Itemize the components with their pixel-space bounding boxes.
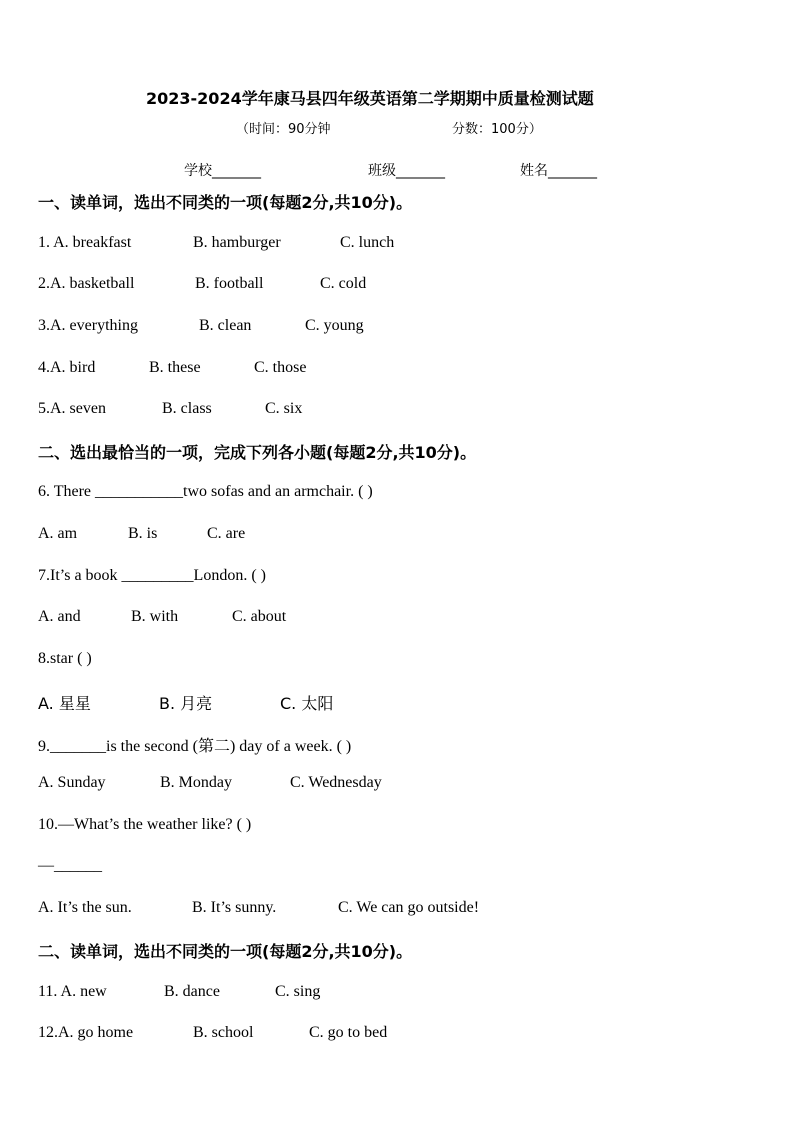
option-b: B. is: [128, 525, 158, 542]
option-a: A. Sunday: [38, 774, 106, 791]
option-a: 1. A. breakfast: [38, 234, 132, 251]
option-c: C. six: [265, 400, 303, 417]
question-stem: 6. There ___________two sofas and an armchair. ( ): [38, 483, 373, 500]
question-stem: 7.It’s a book _________London. ( ): [38, 567, 266, 584]
time-limit: （时间：90分钟: [236, 122, 331, 137]
option-a: A. and: [38, 608, 81, 625]
option-b: B. class: [162, 400, 212, 417]
option-a: 3.A. everything: [38, 317, 138, 334]
option-b: B. dance: [164, 983, 220, 1000]
option-c: C. those: [254, 359, 307, 376]
page-title: 2023-2024学年康马县四年级英语第二学期期中质量检测试题: [146, 89, 594, 108]
class-field: 班级_______: [368, 163, 445, 179]
option-c: C. We can go outside!: [338, 899, 480, 916]
option-a: 4.A. bird: [38, 359, 96, 376]
option-a: 2.A. basketball: [38, 275, 135, 292]
option-c: C. Wednesday: [290, 774, 382, 791]
option-c: C. about: [232, 608, 287, 625]
name-field: 姓名_______: [520, 163, 597, 179]
option-a: A. It’s the sun.: [38, 899, 132, 916]
option-b: B. Monday: [160, 774, 232, 791]
section-2-heading: 二、选出最恰当的一项，完成下列各小题(每题2分,共10分)。: [38, 443, 477, 462]
option-c: C. 太阳: [280, 694, 334, 713]
option-a: 5.A. seven: [38, 400, 106, 417]
option-b: B. 月亮: [159, 694, 213, 713]
option-b: B. It’s sunny.: [192, 899, 277, 916]
question-stem: 8.star ( ): [38, 650, 92, 667]
option-a: A. am: [38, 525, 78, 542]
option-a: 11. A. new: [38, 983, 107, 1000]
option-c: C. are: [207, 525, 246, 542]
question-stem: 9._______is the second (第二) day of a week. ( ): [38, 738, 352, 755]
option-a: 12.A. go home: [38, 1024, 134, 1041]
option-b: B. football: [195, 275, 264, 292]
option-c: C. lunch: [340, 234, 395, 251]
option-b: B. with: [131, 608, 179, 625]
option-c: C. go to bed: [309, 1024, 388, 1041]
option-c: C. cold: [320, 275, 367, 292]
option-b: B. hamburger: [193, 234, 281, 251]
option-b: B. school: [193, 1024, 254, 1041]
option-b: B. clean: [199, 317, 252, 334]
section-3-heading: 二、读单词，选出不同类的一项(每题2分,共10分)。: [38, 942, 413, 961]
option-a: A. 星星: [38, 694, 91, 713]
section-1-heading: 一、读单词，选出不同类的一项(每题2分,共10分)。: [38, 193, 413, 212]
answer-blank: —______: [38, 857, 102, 874]
option-c: C. sing: [275, 983, 321, 1000]
option-b: B. these: [149, 359, 201, 376]
total-score: 分数：100分）: [452, 122, 542, 137]
school-field: 学校_______: [184, 163, 261, 179]
question-stem: 10.—What’s the weather like? ( ): [38, 816, 252, 833]
option-c: C. young: [305, 317, 364, 334]
